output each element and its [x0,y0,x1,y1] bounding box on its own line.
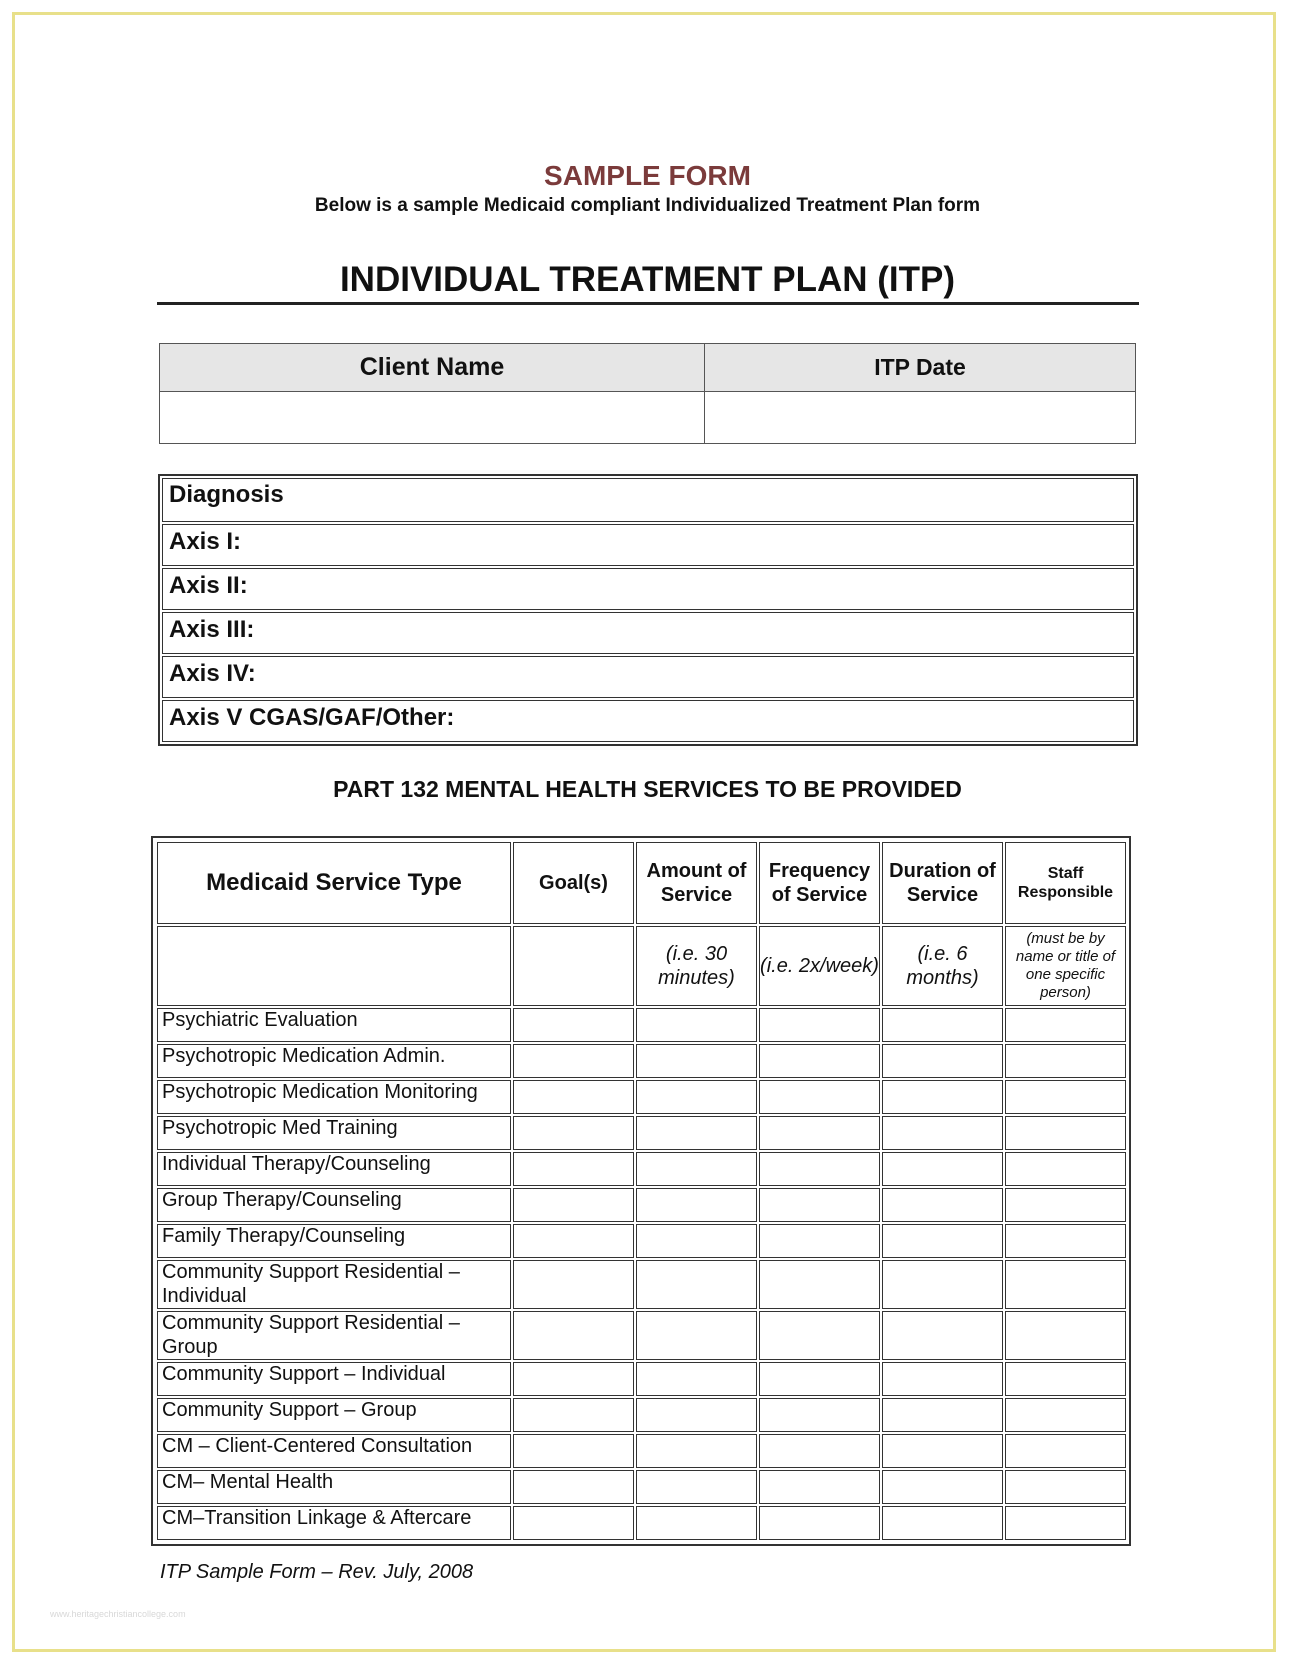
service-type-cell: Psychotropic Medication Admin. [157,1044,511,1078]
goals-cell[interactable] [513,1434,634,1468]
table-row [157,1188,1126,1222]
col-header-frequency: Frequency of Service [759,842,880,924]
hint-blank [513,926,634,1006]
diagnosis-box [158,474,1138,746]
service-rows [157,1008,1126,1540]
amount-cell[interactable] [636,1008,757,1042]
col-header-goals: Goal(s) [513,842,634,924]
staff-cell[interactable] [1005,1260,1126,1309]
staff-cell[interactable] [1005,1116,1126,1150]
staff-cell[interactable] [1005,1008,1126,1042]
frequency-cell[interactable] [759,1080,880,1114]
frequency-cell[interactable] [759,1260,880,1309]
service-type-cell: Psychotropic Med Training [157,1116,511,1150]
goals-cell[interactable] [513,1506,634,1540]
duration-cell[interactable] [882,1434,1003,1468]
table-row [157,1008,1126,1042]
table-row [157,1362,1126,1396]
table-row [157,1152,1126,1186]
table-row [157,1398,1126,1432]
duration-cell[interactable] [882,1506,1003,1540]
frequency-cell[interactable] [759,1506,880,1540]
duration-cell[interactable] [882,1152,1003,1186]
staff-cell[interactable] [1005,1398,1126,1432]
goals-cell[interactable] [513,1044,634,1078]
service-type-cell: CM–Transition Linkage & Aftercare [157,1506,511,1540]
client-info-table [159,343,1136,444]
services-table-frame [151,836,1131,1546]
frequency-cell[interactable] [759,1470,880,1504]
duration-cell[interactable] [882,1188,1003,1222]
staff-cell[interactable] [1005,1311,1126,1360]
goals-cell[interactable] [513,1008,634,1042]
amount-cell[interactable] [636,1398,757,1432]
hint-amount: (i.e. 30 minutes) [636,926,757,1006]
table-row [157,1434,1126,1468]
service-type-cell: CM– Mental Health [157,1470,511,1504]
hint-frequency: (i.e. 2x/week) [759,926,880,1006]
axis-4-field[interactable]: Axis IV: [162,656,1134,698]
title-underline [157,302,1139,305]
amount-cell[interactable] [636,1434,757,1468]
frequency-cell[interactable] [759,1008,880,1042]
duration-cell[interactable] [882,1080,1003,1114]
goals-cell[interactable] [513,1311,634,1360]
staff-cell[interactable] [1005,1188,1126,1222]
amount-cell[interactable] [636,1224,757,1258]
diagnosis-heading: Diagnosis [162,478,1134,522]
hint-duration: (i.e. 6 months) [882,926,1003,1006]
duration-cell[interactable] [882,1224,1003,1258]
goals-cell[interactable] [513,1470,634,1504]
table-row [157,1080,1126,1114]
frequency-cell[interactable] [759,1398,880,1432]
frequency-cell[interactable] [759,1044,880,1078]
services-section-title: PART 132 MENTAL HEALTH SERVICES TO BE PROVIDED [333,776,962,802]
amount-cell[interactable] [636,1188,757,1222]
goals-cell[interactable] [513,1080,634,1114]
frequency-cell[interactable] [759,1362,880,1396]
frequency-cell[interactable] [759,1152,880,1186]
duration-cell[interactable] [882,1044,1003,1078]
staff-cell[interactable] [1005,1362,1126,1396]
axis-2-field[interactable]: Axis II: [162,568,1134,610]
service-type-cell: Individual Therapy/Counseling [157,1152,511,1186]
table-row [157,1506,1126,1540]
itp-date-header: ITP Date [705,344,1136,392]
goals-cell[interactable] [513,1224,634,1258]
service-type-cell: Community Support – Individual [157,1362,511,1396]
table-row [157,1044,1126,1078]
col-header-duration: Duration of Service [882,842,1003,924]
amount-cell[interactable] [636,1152,757,1186]
hint-staff: (must be by name or title of one specific person) [1005,926,1126,1006]
staff-cell[interactable] [1005,1506,1126,1540]
goals-cell[interactable] [513,1188,634,1222]
form-title: INDIVIDUAL TREATMENT PLAN (ITP) [339,260,956,299]
staff-cell[interactable] [1005,1224,1126,1258]
amount-cell[interactable] [636,1116,757,1150]
duration-cell[interactable] [882,1311,1003,1360]
amount-cell[interactable] [636,1044,757,1078]
goals-cell[interactable] [513,1398,634,1432]
amount-cell[interactable] [636,1260,757,1309]
table-row [157,1260,1126,1309]
staff-cell[interactable] [1005,1470,1126,1504]
goals-cell[interactable] [513,1260,634,1309]
services-table [155,840,1128,1542]
sample-form-title: SAMPLE FORM [544,160,751,191]
axis-5-field[interactable]: Axis V CGAS/GAF/Other: [162,700,1134,742]
service-type-cell: Psychiatric Evaluation [157,1008,511,1042]
amount-cell[interactable] [636,1080,757,1114]
frequency-cell[interactable] [759,1311,880,1360]
table-row [157,1116,1126,1150]
frequency-cell[interactable] [759,1224,880,1258]
watermark: www.heritagechristiancollege.com [50,1609,186,1619]
table-row [157,1470,1126,1504]
service-type-cell: Psychotropic Medication Monitoring [157,1080,511,1114]
sample-form-subtitle: Below is a sample Medicaid compliant Individualized Treatment Plan form [314,195,981,216]
frequency-cell[interactable] [759,1188,880,1222]
goals-cell[interactable] [513,1362,634,1396]
axis-3-field[interactable]: Axis III: [162,612,1134,654]
footer-note: ITP Sample Form – Rev. July, 2008 [160,1561,474,1583]
staff-cell[interactable] [1005,1080,1126,1114]
staff-cell[interactable] [1005,1152,1126,1186]
duration-cell[interactable] [882,1470,1003,1504]
frequency-cell[interactable] [759,1434,880,1468]
client-name-header: Client Name [160,344,705,392]
hint-blank [157,926,511,1006]
client-name-field[interactable] [160,392,705,444]
frequency-cell[interactable] [759,1116,880,1150]
amount-cell[interactable] [636,1506,757,1540]
duration-cell[interactable] [882,1008,1003,1042]
table-row [157,1311,1126,1360]
duration-cell[interactable] [882,1398,1003,1432]
service-type-cell: Group Therapy/Counseling [157,1188,511,1222]
axis-1-field[interactable]: Axis I: [162,524,1134,566]
staff-cell[interactable] [1005,1434,1126,1468]
col-header-staff: Staff Responsible [1005,842,1126,924]
amount-cell[interactable] [636,1311,757,1360]
service-type-cell: Community Support Residential – Group [157,1311,511,1360]
amount-cell[interactable] [636,1362,757,1396]
itp-date-field[interactable] [705,392,1136,444]
service-type-cell: CM – Client-Centered Consultation [157,1434,511,1468]
service-type-cell: Community Support – Group [157,1398,511,1432]
service-type-cell: Community Support Residential – Individual [157,1260,511,1309]
duration-cell[interactable] [882,1116,1003,1150]
goals-cell[interactable] [513,1116,634,1150]
goals-cell[interactable] [513,1152,634,1186]
duration-cell[interactable] [882,1260,1003,1309]
col-header-service-type: Medicaid Service Type [157,842,511,924]
duration-cell[interactable] [882,1362,1003,1396]
col-header-amount: Amount of Service [636,842,757,924]
service-type-cell: Family Therapy/Counseling [157,1224,511,1258]
amount-cell[interactable] [636,1470,757,1504]
staff-cell[interactable] [1005,1044,1126,1078]
table-row [157,1224,1126,1258]
